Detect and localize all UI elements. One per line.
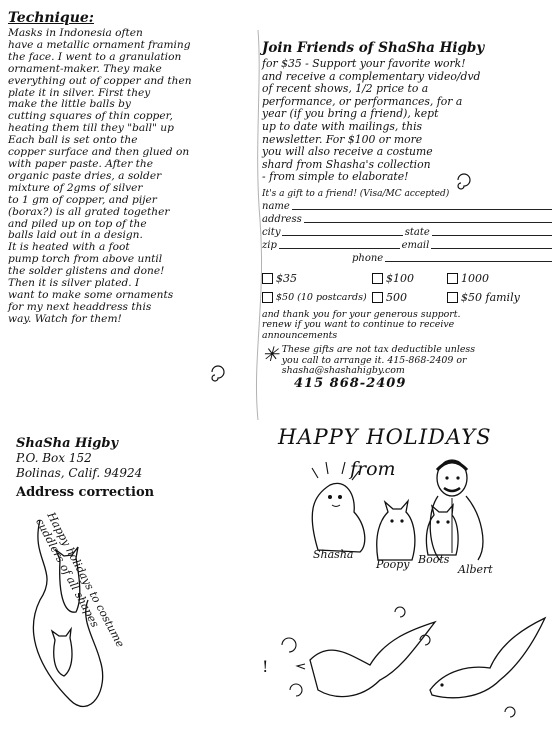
option-label: $50 family <box>461 290 520 304</box>
swirl-doodle <box>212 366 224 381</box>
name-field[interactable] <box>262 199 554 212</box>
membership-form <box>262 186 554 391</box>
label-boots: Boots <box>418 553 450 566</box>
technique-line: want to make some ornaments <box>8 288 174 301</box>
checkbox[interactable] <box>372 292 383 303</box>
technique-section <box>8 10 258 326</box>
technique-line: organic paste dries, a solder <box>8 169 162 182</box>
disclaimer <box>262 342 554 376</box>
technique-line: heating them till they "ball" up <box>8 122 174 135</box>
checkbox[interactable] <box>447 292 458 303</box>
join-line: year (if you bring a friend), kept <box>262 107 439 121</box>
technique-line: cutting squares of thin copper, <box>8 110 173 123</box>
disclaimer-line: you call to arrange it. 415-868-2409 or <box>281 354 467 366</box>
address-line-2: Bolinas, Calif. 94924 <box>16 466 143 480</box>
option-label: $50 (10 postcards) <box>276 291 367 303</box>
option-label: 500 <box>386 290 407 304</box>
option-label: $100 <box>386 271 414 285</box>
join-line: up to date with mailings, this <box>262 119 423 133</box>
thanks-line: renew if you want to continue to receive <box>262 319 455 331</box>
checkbox[interactable] <box>372 273 383 284</box>
technique-body <box>8 28 258 326</box>
city-state-row <box>262 225 554 238</box>
disclaimer-line: These gifts are not tax deductible unless <box>281 344 476 356</box>
thanks-text <box>262 310 554 341</box>
option-label: $35 <box>276 271 297 285</box>
phone-number: 415 868-2409 <box>294 376 407 392</box>
city-input-line[interactable] <box>282 235 402 236</box>
option-35[interactable] <box>262 272 372 285</box>
star-burst-icon: ✳ <box>262 342 279 367</box>
technique-line: mixture of 2gms of silver <box>8 181 143 194</box>
gift-line <box>262 186 554 199</box>
zip-input-line[interactable] <box>279 248 400 249</box>
bird-left <box>297 622 435 697</box>
option-500[interactable] <box>372 291 447 304</box>
state-input-line[interactable] <box>432 235 552 236</box>
thanks-line: announcements <box>262 329 338 341</box>
technique-line: have a metallic ornament framing <box>8 38 191 51</box>
email-label: email <box>401 239 430 251</box>
swirls-decoration <box>282 607 515 717</box>
zip-phone-row <box>262 238 554 251</box>
mailing-address <box>16 436 216 500</box>
city-label: city <box>262 226 281 238</box>
technique-line: copper surface and then glued on <box>8 146 190 159</box>
name-input-line[interactable] <box>292 209 552 210</box>
technique-line: Then it is silver plated. I <box>8 277 140 290</box>
technique-line: It is heated with a foot <box>8 241 130 254</box>
technique-line: Masks in Indonesia often <box>8 27 143 39</box>
email-input-line[interactable] <box>431 248 552 249</box>
technique-line: pump torch from above until <box>8 253 163 266</box>
option-50-family[interactable] <box>447 291 537 304</box>
join-line: and receive a complementary video/dvd <box>262 69 481 83</box>
technique-line: way. Watch for them! <box>8 312 122 325</box>
technique-line: for my next headdress this <box>8 300 152 313</box>
technique-line: ornament-maker. They make <box>8 62 162 75</box>
address-correction: Address correction <box>16 485 155 500</box>
join-line: shard from Shasha's collection <box>262 157 431 171</box>
option-label: 1000 <box>461 271 489 285</box>
join-line: you will also receive a costume <box>262 145 433 159</box>
technique-title: Technique: <box>8 10 94 26</box>
name-label: name <box>262 200 290 212</box>
join-line: - from simple to elaborate! <box>262 170 409 184</box>
gift-line-text: It's a gift to a friend! (Visa/MC accepted) <box>262 188 450 199</box>
bird-right <box>430 618 545 698</box>
technique-line: Each ball is set onto the <box>8 134 138 147</box>
albert-figure <box>430 460 483 560</box>
checkbox[interactable] <box>262 292 273 303</box>
technique-line: make the little balls by <box>8 98 131 111</box>
technique-line: everything out of copper and then <box>8 74 192 87</box>
technique-line: (borax?) is all grated together <box>8 205 170 218</box>
checkbox[interactable] <box>262 273 273 284</box>
technique-line: the face. I went to a granulation <box>8 50 182 63</box>
holiday-from: from <box>350 458 396 480</box>
address-label: address <box>262 213 302 225</box>
technique-line: to 1 gm of copper, and pijer <box>8 193 157 206</box>
technique-line: balls laid out in a design. <box>8 229 143 242</box>
thanks-line: and thank you for your generous support. <box>262 308 461 320</box>
technique-line: with paper paste. After the <box>8 157 153 170</box>
sender-name: ShaSha Higby <box>16 436 119 451</box>
option-50-postcards[interactable] <box>262 291 372 304</box>
technique-line: and piled up on top of the <box>8 217 147 230</box>
disclaimer-line: shasha@shashahigby.com <box>281 364 405 376</box>
label-poopy: Poopy <box>376 558 410 571</box>
address-line-1: P.O. Box 152 <box>16 451 92 465</box>
join-body <box>262 58 554 184</box>
technique-line: plate it in silver. First they <box>8 86 151 99</box>
label-shasha: Shasha <box>313 548 354 561</box>
technique-line: the solder glistens and done! <box>8 265 165 278</box>
checkbox[interactable] <box>447 273 458 284</box>
option-100[interactable] <box>372 272 447 285</box>
phone-input-line[interactable] <box>385 261 552 262</box>
state-label: state <box>404 226 430 238</box>
cuddlers-doodle-text: Happy holidays to costume cuddlers of all shapes <box>33 510 127 650</box>
poopy-cat-figure <box>377 501 415 560</box>
address-input-line[interactable] <box>304 222 552 223</box>
join-line: newsletter. For $100 or more <box>262 132 423 146</box>
join-line: for $35 - Support your favorite work! <box>262 57 466 70</box>
join-line: performance, or performances, for a <box>262 94 463 108</box>
phone-label: phone <box>352 252 384 264</box>
address-field[interactable] <box>262 212 554 225</box>
phone-row <box>262 251 554 264</box>
donation-options <box>262 272 554 304</box>
join-title: Join Friends of ShaSha Higby <box>262 40 485 56</box>
exclamation-mark: ! <box>262 657 269 676</box>
option-1000[interactable] <box>447 272 537 285</box>
holiday-title: HAPPY HOLIDAYS <box>278 425 492 449</box>
join-line: of recent shows, 1/2 price to a <box>262 82 429 96</box>
join-section <box>262 40 554 391</box>
zip-label: zip <box>262 239 277 251</box>
label-albert: Albert <box>458 563 493 576</box>
